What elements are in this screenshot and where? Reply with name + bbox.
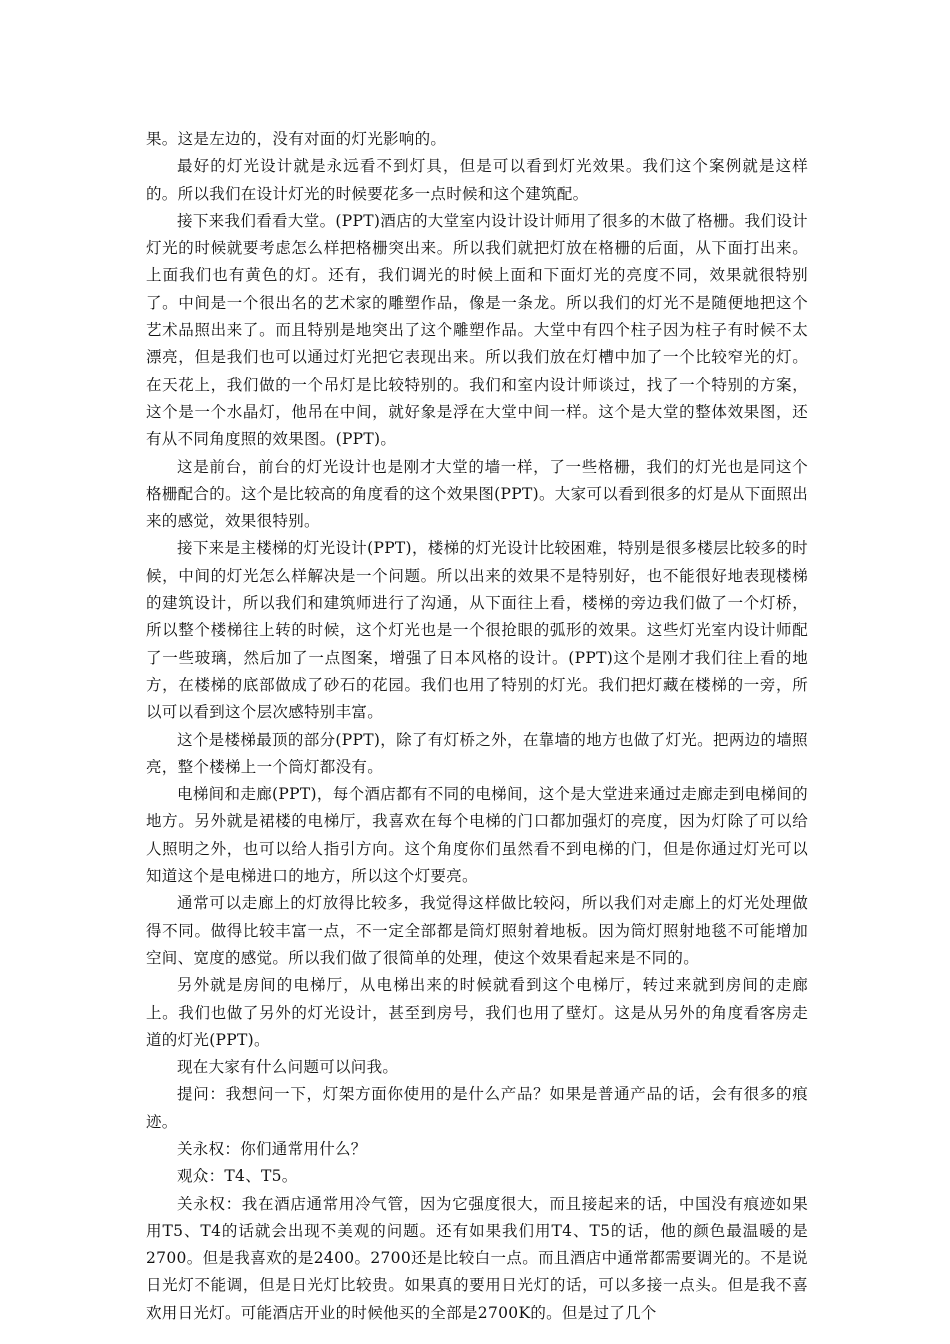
document-body [146, 126, 808, 1327]
paragraph-6: 这个是楼梯最顶的部分(PPT)，除了有灯桥之外，在靠墙的地方也做了灯光。把两边的墙照亮，整个楼梯上一个筒灯都没有。 [146, 730, 808, 776]
paragraph-3: 接下来我们看看大堂。(PPT)酒店的大堂室内设计设计师用了很多的木做了格栅。我们设计灯光的时候就要考虑怎么样把格栅突出来。所以我们就把灯放在格栅的后面，从下面打出来。上面我们也有黄色的灯。还有，我们调光的时候上面和下面灯光的亮度不同，效果就很特别了。中间是一个很出名的艺术家的雕塑作品，像是一条龙。所以我们的灯光不是随便地把这个艺术品照出来了。而且特别是地突出了这个雕塑作品。大堂中有四个柱子因为柱子有时候不太漂亮，但是我们也可以通过灯光把它表现出来。所以我们放在灯槽中加了一个比较窄光的灯。在天花上，我们做的一个吊灯是比较特别的。我们和室内设计师谈过，找了一个特别的方案，这个是一个水晶灯，他吊在中间，就好象是浮在大堂中间一样。这个是大堂的整体效果图，还有从不同角度照的效果图。(PPT)。 [146, 211, 808, 449]
paragraph-10: 现在大家有什么问题可以问我。 [177, 1058, 399, 1077]
paragraph-14: 关永权：我在酒店通常用冷气管，因为它强度很大，而且接起来的话，中国没有痕迹如果用T5、T4的话就会出现不美观的问题。还有如果我们用T4、T5的话，他的颜色最温暖的是2700。但是我喜欢的是2400。2700还是比较白一点。而且酒店中通常都需要调光的。不是说日光灯不能调，但是日光灯比较贵。如果真的要用日光灯的话，可以多接一点头。但是我不喜欢用日光灯。可能酒店开业的时候他买的全部是2700K的。但是过了几个 [146, 1194, 808, 1322]
paragraph-9: 另外就是房间的电梯厅，从电梯出来的时候就看到这个电梯厅，转过来就到房间的走廊上。我们也做了另外的灯光设计，甚至到房号，我们也用了壁灯。这是从另外的角度看客房走道的灯光(PPT)。 [146, 976, 808, 1049]
paragraph-5: 接下来是主楼梯的灯光设计(PPT)，楼梯的灯光设计比较困难，特别是很多楼层比较多的时候，中间的灯光怎么样解决是一个问题。所以出来的效果不是特别好，也不能很好地表现楼梯的建筑设计，所以我们和建筑师进行了沟通，从下面往上看，楼梯的旁边我们做了一个灯桥，所以整个楼梯往上转的时候，这个灯光也是一个很抢眼的弧形的效果。这些灯光室内设计师配了一些玻璃，然后加了一点图案，增强了日本风格的设计。(PPT)这个是刚才我们往上看的地方，在楼梯的底部做成了砂石的花园。我们也用了特别的灯光。我们把灯藏在楼梯的一旁，所以可以看到这个层次感特别丰富。 [146, 539, 808, 722]
paragraph-12: 关永权：你们通常用什么？ [177, 1139, 367, 1158]
paragraph-7: 电梯间和走廊(PPT)，每个酒店都有不同的电梯间，这个是大堂进来通过走廊走到电梯间的地方。另外就是裙楼的电梯厅，我喜欢在每个电梯的门口都加强灯的亮度，因为灯除了可以给人照明之外，也可以给人指引方向。这个角度你们虽然看不到电梯的门，但是你通过灯光可以知道这个是电梯进口的地方，所以这个灯要亮。 [146, 785, 808, 886]
paragraph-4: 这是前台，前台的灯光设计也是刚才大堂的墙一样，了一些格栅，我们的灯光也是同这个格栅配合的。这个是比较高的角度看的这个效果图(PPT)。大家可以看到很多的灯是从下面照出来的感觉，效果很特别。 [146, 457, 808, 531]
paragraph-13: 观众：T4、T5。 [177, 1167, 298, 1186]
paragraph-2: 最好的灯光设计就是永远看不到灯具，但是可以看到灯光效果。我们这个案例就是这样的。所以我们在设计灯光的时候要花多一点时候和这个建筑配。 [146, 157, 808, 203]
paragraph-8: 通常可以走廊上的灯放得比较多，我觉得这样做比较闷，所以我们对走廊上的灯光处理做得不同。做得比较丰富一点，不一定全部都是筒灯照射着地板。因为筒灯照射地毯不可能增加空间、宽度的感觉。所以我们做了很简单的处理，使这个效果看起来是不同的。 [146, 894, 808, 967]
paragraph-11: 提问：我想问一下，灯架方面你使用的是什么产品？如果是普通产品的话，会有很多的痕迹。 [146, 1085, 808, 1131]
paragraph-1: 果。这是左边的，没有对面的灯光影响的。 [146, 130, 447, 148]
